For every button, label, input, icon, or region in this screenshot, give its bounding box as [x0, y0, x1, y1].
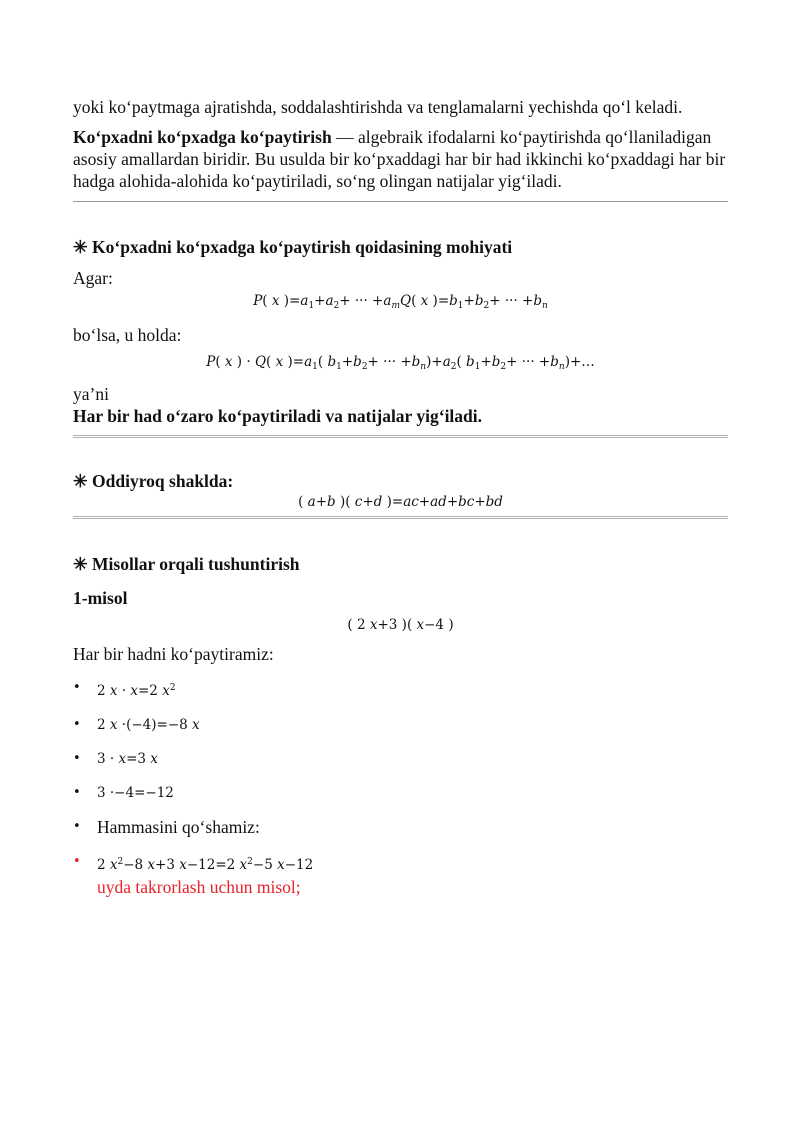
rule-statement: Har bir had o‘zaro ko‘paytiriladi va natijalar yig‘iladi.: [73, 406, 483, 426]
instruction-text: Har bir hadni ko‘paytiramiz:: [73, 644, 274, 664]
formula-p-q-definition: P( x )$=a_1+a_2+$ ··· $+a_mQ$( x )$=b_1+b_2+$ ··· $+b_n$: [253, 293, 548, 311]
section-divider: [73, 516, 728, 519]
step-formula: 3 · x=3 x: [97, 751, 158, 767]
section-divider: [73, 435, 728, 438]
sum-label: Hammasini qo‘shamiz:: [97, 817, 260, 837]
yani-label: ya’ni: [73, 384, 109, 404]
document-page: [73, 96, 728, 900]
bullet-icon: •: [73, 717, 81, 732]
step-formula: 2 x · x=2 $x^2$: [97, 683, 176, 699]
list-item: [73, 714, 728, 736]
section-heading-simple: ✳ Oddiyroq shaklda:: [73, 471, 234, 491]
definition-term: Ko‘pxadni ko‘pxadga ko‘paytirish: [73, 127, 332, 147]
bullet-icon: •: [73, 680, 81, 695]
bullet-icon: •: [73, 751, 81, 766]
bullet-icon: •: [73, 785, 81, 800]
agar-label: Agar:: [73, 268, 113, 288]
section-divider: [73, 201, 728, 202]
step-formula: 3 ·−4=−12: [97, 785, 174, 801]
list-item: [73, 677, 728, 702]
definition-paragraph: [73, 126, 728, 192]
homework-note: uyda takrorlash uchun misol;: [97, 877, 301, 897]
example-title: 1-misol: [73, 588, 128, 608]
section-heading-rule: ✳ Ko‘pxadni ko‘pxadga ko‘paytirish qoidasining mohiyati: [73, 237, 513, 257]
step-formula: 2 $x^2-8$ x+3 x−12=2 $x^2-5$ x−12: [97, 857, 314, 873]
bolsa-label: bo‘lsa, u holda:: [73, 325, 182, 345]
list-item: [73, 816, 728, 840]
list-item: [73, 782, 728, 804]
bullet-icon: •: [73, 819, 81, 834]
bullet-icon: •: [73, 854, 81, 869]
section-heading-examples: ✳ Misollar orqali tushuntirish: [73, 554, 300, 574]
steps-list: [73, 677, 728, 900]
step-formula: 2 x ·(−4)=−8 x: [97, 717, 200, 733]
formula-product-expansion: P( x ) · Q( x )$=a_1$( $b_1+b_2+$ ··· $+b_n)+a_2$( $b_1+b_2+$ ··· $+b_n)+\dots$: [206, 354, 595, 372]
intro-continuation: yoki ko‘paytmaga ajratishda, soddalashtirishda va tenglamalarni yechishda qo‘l keladi.: [73, 97, 683, 117]
list-item: [73, 748, 728, 770]
formula-example: ( 2 x+3 )( x−4 ): [347, 617, 454, 633]
formula-simple: ( a+b )( c+d )=ac+ad+bc+bd: [298, 494, 503, 510]
definition-text: — algebraik ifodalarni ko‘paytirishda qo‘llaniladigan asosiy amallardan biridir. Bu usulda bir ko‘pxaddagi har bir had ikkinchi ko‘pxaddagi har bir hadga alohida-alohida ko‘paytiriladi, so‘ng olingan natijalar yig‘iladi.: [73, 127, 726, 191]
list-item: [73, 851, 728, 900]
